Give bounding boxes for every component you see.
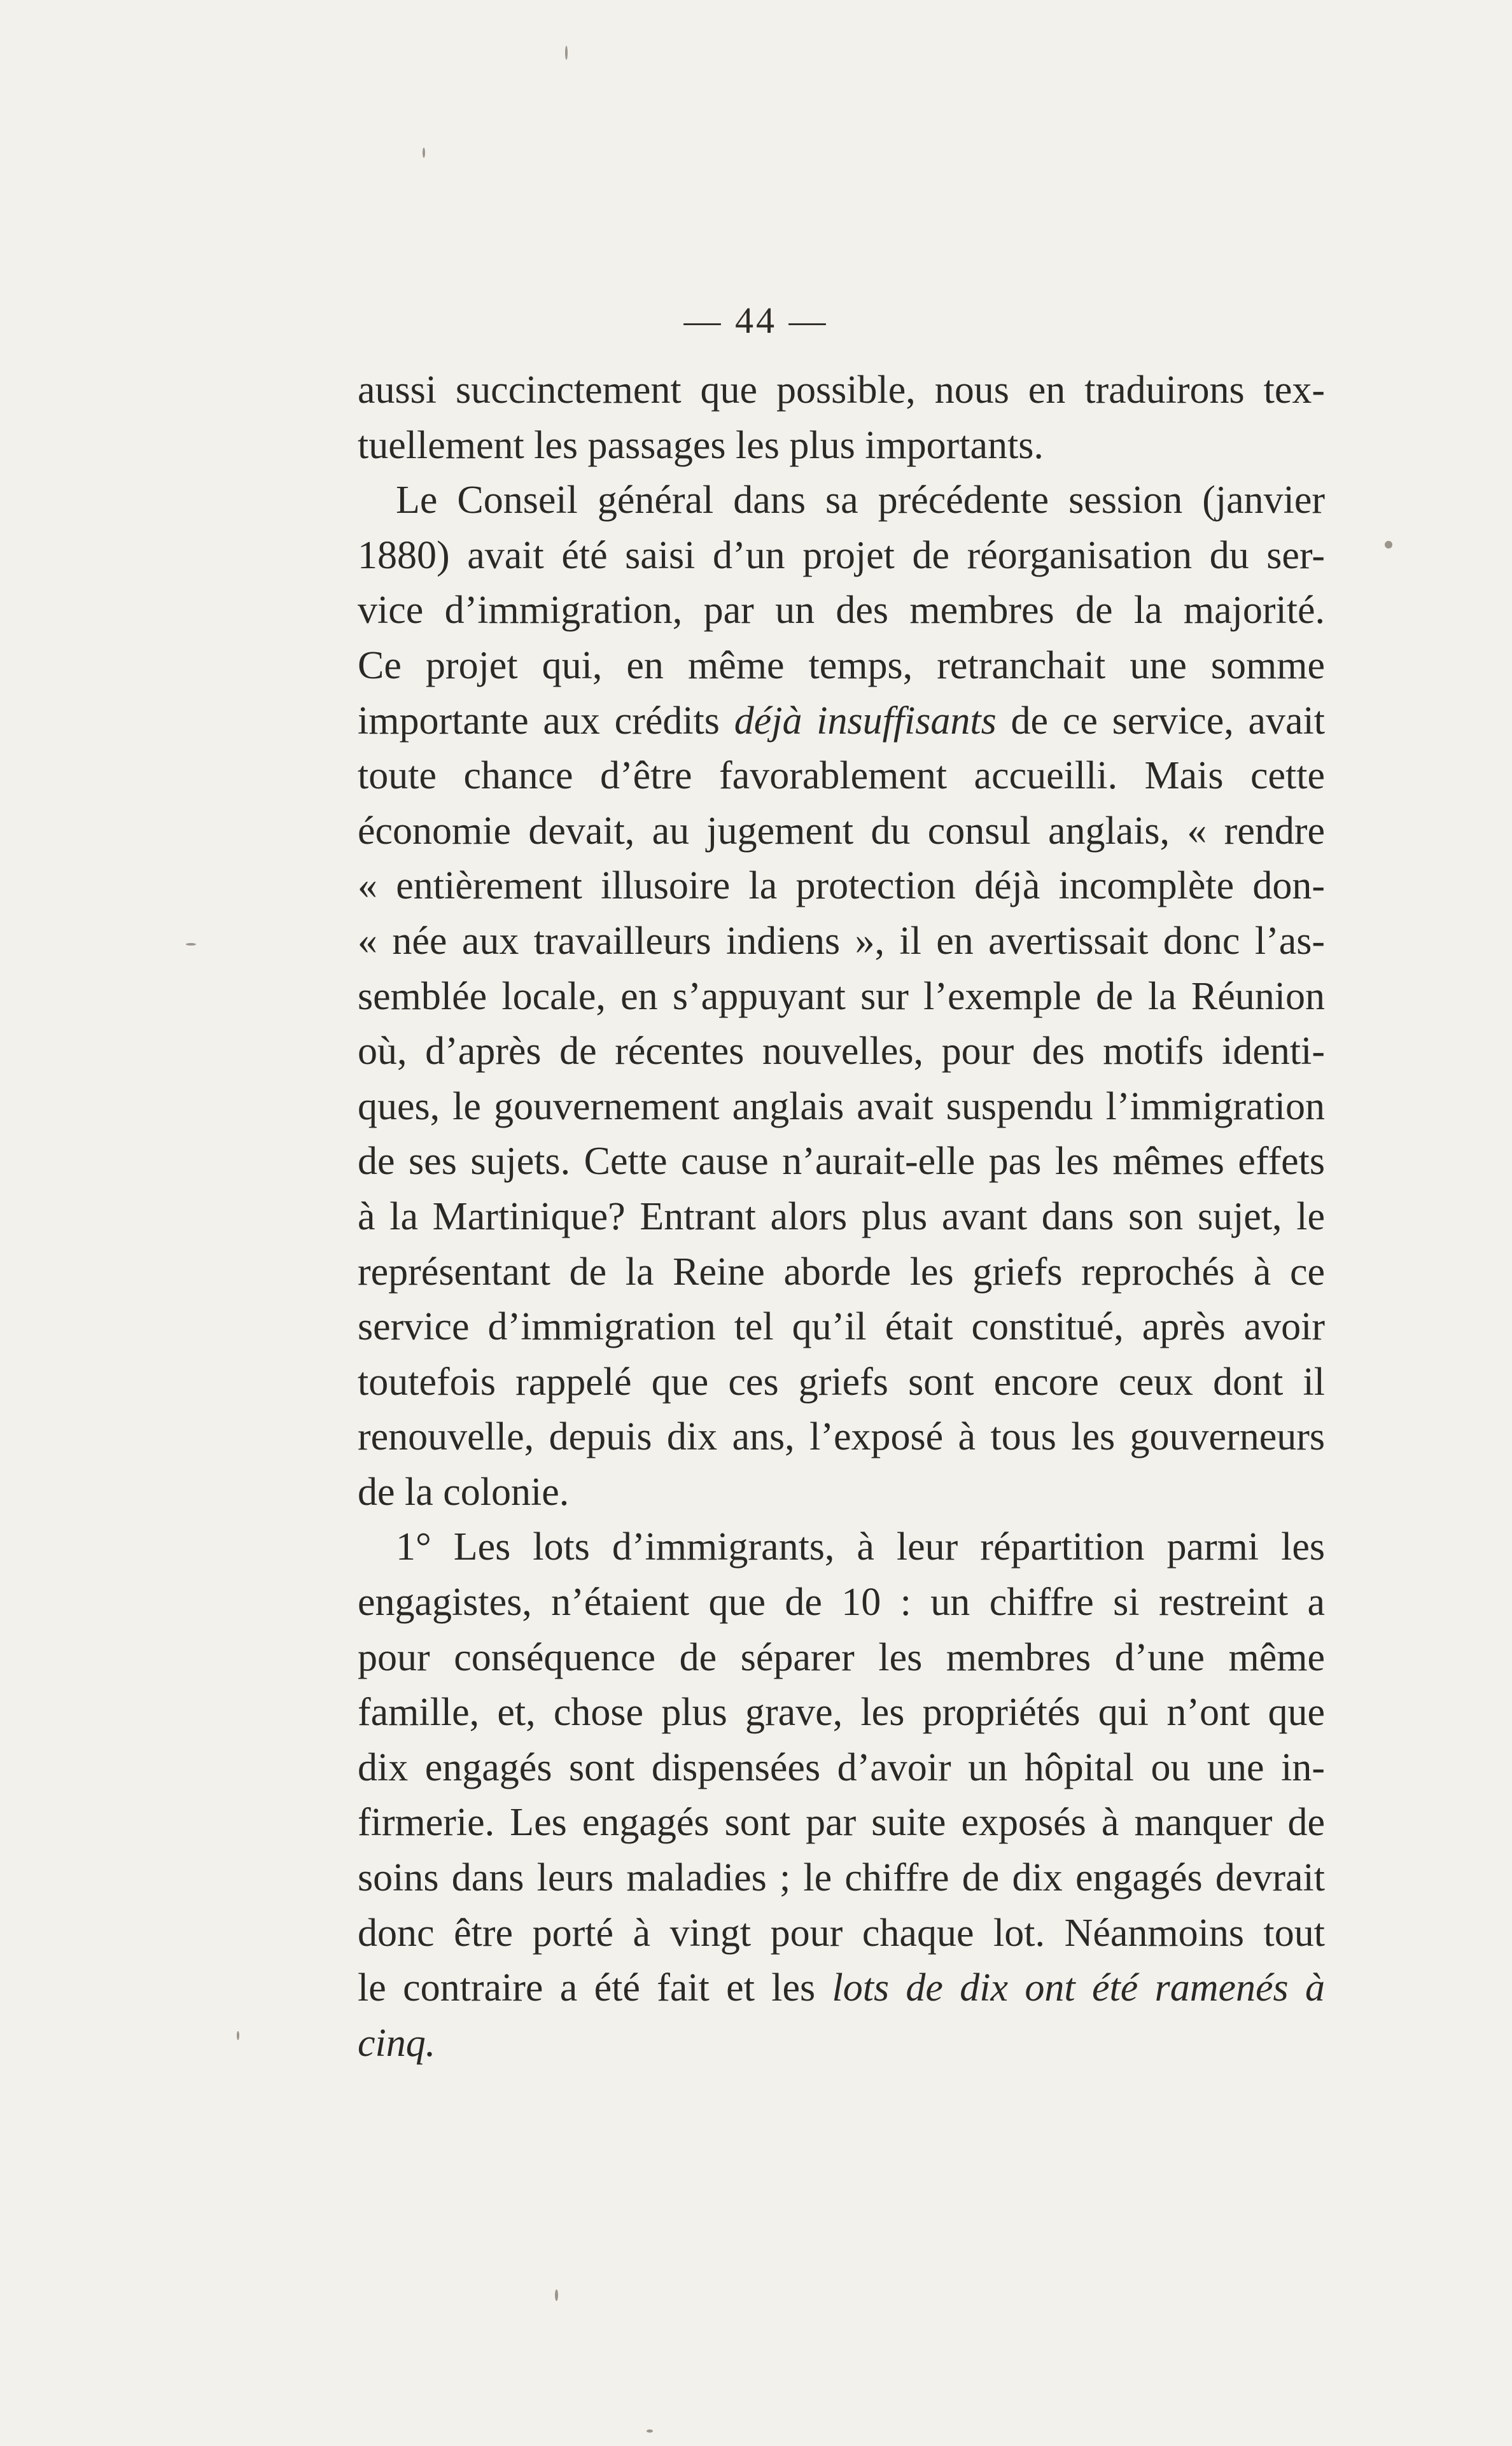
text-line	[358, 914, 1325, 969]
text-segment: firmerie. Les engagés sont par suite exposés à manquer de	[358, 1801, 1325, 1845]
text-line	[358, 638, 1325, 694]
text-segment: de ses sujets. Cette cause n’aurait-elle pas les mêmes effets	[358, 1140, 1325, 1184]
text-line	[358, 1850, 1325, 1906]
text-segment: importante aux crédits	[358, 699, 734, 743]
scan-speck	[237, 2031, 239, 2040]
text-segment: vice d’immigration, par un des membres de la majorité.	[358, 589, 1325, 632]
text-line	[358, 804, 1325, 859]
text-line	[358, 1189, 1325, 1245]
text-segment: pour conséquence de séparer les membres d’une même	[358, 1635, 1325, 1679]
text-segment: aussi succinctement que possible, nous en traduirons tex-	[358, 368, 1325, 412]
text-line	[358, 1245, 1325, 1300]
text-segment: représentant de la Reine aborde les griefs reprochés à ce	[358, 1250, 1325, 1294]
italic-text: déjà insuffisants	[734, 699, 997, 743]
page-number: — 44 —	[683, 300, 829, 341]
text-segment: soins dans leurs maladies ; le chiffre de dix engagés devrait	[358, 1856, 1325, 1900]
text-segment: économie devait, au jugement du consul anglais, « rendre	[358, 809, 1325, 853]
italic-text: cinq.	[358, 2021, 436, 2065]
scan-speck	[1385, 541, 1392, 549]
text-line	[358, 1520, 1325, 1575]
text-line	[358, 1630, 1325, 1686]
text-line	[358, 473, 1325, 528]
text-line	[358, 1906, 1325, 1961]
text-segment: de ce service, avait	[996, 699, 1325, 743]
italic-text: lots de dix ont été ramenés à	[832, 1966, 1325, 2010]
text-segment: « née aux travailleurs indiens », il en avertissait donc l’as-	[358, 919, 1325, 963]
text-segment: le contraire a été fait et les	[358, 1966, 832, 2010]
text-line	[358, 1355, 1325, 1410]
text-line	[358, 969, 1325, 1024]
text-segment: famille, et, chose plus grave, les propriétés qui n’ont que	[358, 1691, 1325, 1735]
text-segment: service d’immigration tel qu’il était constitué, après avoir	[358, 1305, 1325, 1349]
text-segment: Le Conseil général dans sa précédente session (janvier	[396, 479, 1325, 522]
text-segment: 1880) avait été saisi d’un projet de réorganisation du ser-	[358, 533, 1325, 577]
text-segment: à la Martinique? Entrant alors plus avant dans son sujet, le	[358, 1194, 1325, 1238]
scan-speck	[423, 148, 425, 158]
text-line	[358, 1685, 1325, 1740]
text-line	[358, 1024, 1325, 1079]
text-line	[358, 1740, 1325, 1796]
scan-speck	[565, 46, 568, 60]
body-text	[358, 363, 1325, 2071]
text-segment: où, d’après de récentes nouvelles, pour des motifs identi-	[358, 1030, 1325, 1073]
text-line	[358, 858, 1325, 914]
text-segment: toute chance d’être favorablement accueilli. Mais cette	[358, 754, 1325, 798]
text-segment: engagistes, n’étaient que de 10 : un chiffre si restreint a	[358, 1581, 1325, 1625]
text-line	[358, 1134, 1325, 1189]
text-line	[358, 1465, 1325, 1520]
text-line	[358, 1079, 1325, 1135]
text-segment: dix engagés sont dispensées d’avoir un hôpital ou une in-	[358, 1745, 1325, 1789]
text-line	[358, 528, 1325, 584]
scan-speck	[186, 943, 196, 946]
text-line	[358, 1409, 1325, 1465]
text-line	[358, 694, 1325, 749]
text-segment: « entièrement illusoire la protection déjà incomplète don-	[358, 864, 1325, 908]
text-line	[358, 1575, 1325, 1630]
text-line	[358, 583, 1325, 638]
text-segment: ques, le gouvernement anglais avait suspendu l’immigration	[358, 1084, 1325, 1128]
text-line	[358, 418, 1325, 473]
text-line	[358, 1795, 1325, 1850]
text-line	[358, 1960, 1325, 2016]
scan-speck	[647, 2429, 653, 2433]
text-segment: Ce projet qui, en même temps, retranchait une somme	[358, 643, 1325, 687]
text-segment: renouvelle, depuis dix ans, l’exposé à tous les gouverneurs	[358, 1415, 1325, 1459]
scan-speck	[555, 2289, 558, 2301]
text-segment: toutefois rappelé que ces griefs sont encore ceux dont il	[358, 1360, 1325, 1404]
text-segment: 1° Les lots d’immigrants, à leur répartition parmi les	[396, 1525, 1325, 1569]
text-segment: de la colonie.	[358, 1470, 570, 1514]
text-segment: donc être porté à vingt pour chaque lot. Néanmoins tout	[358, 1911, 1325, 1955]
text-line	[358, 363, 1325, 418]
text-segment: semblée locale, en s’appuyant sur l’exemple de la Réunion	[358, 974, 1325, 1018]
text-line	[358, 1299, 1325, 1355]
text-line	[358, 748, 1325, 804]
text-line	[358, 2016, 1325, 2071]
text-segment: tuellement les passages les plus importants.	[358, 423, 1044, 467]
